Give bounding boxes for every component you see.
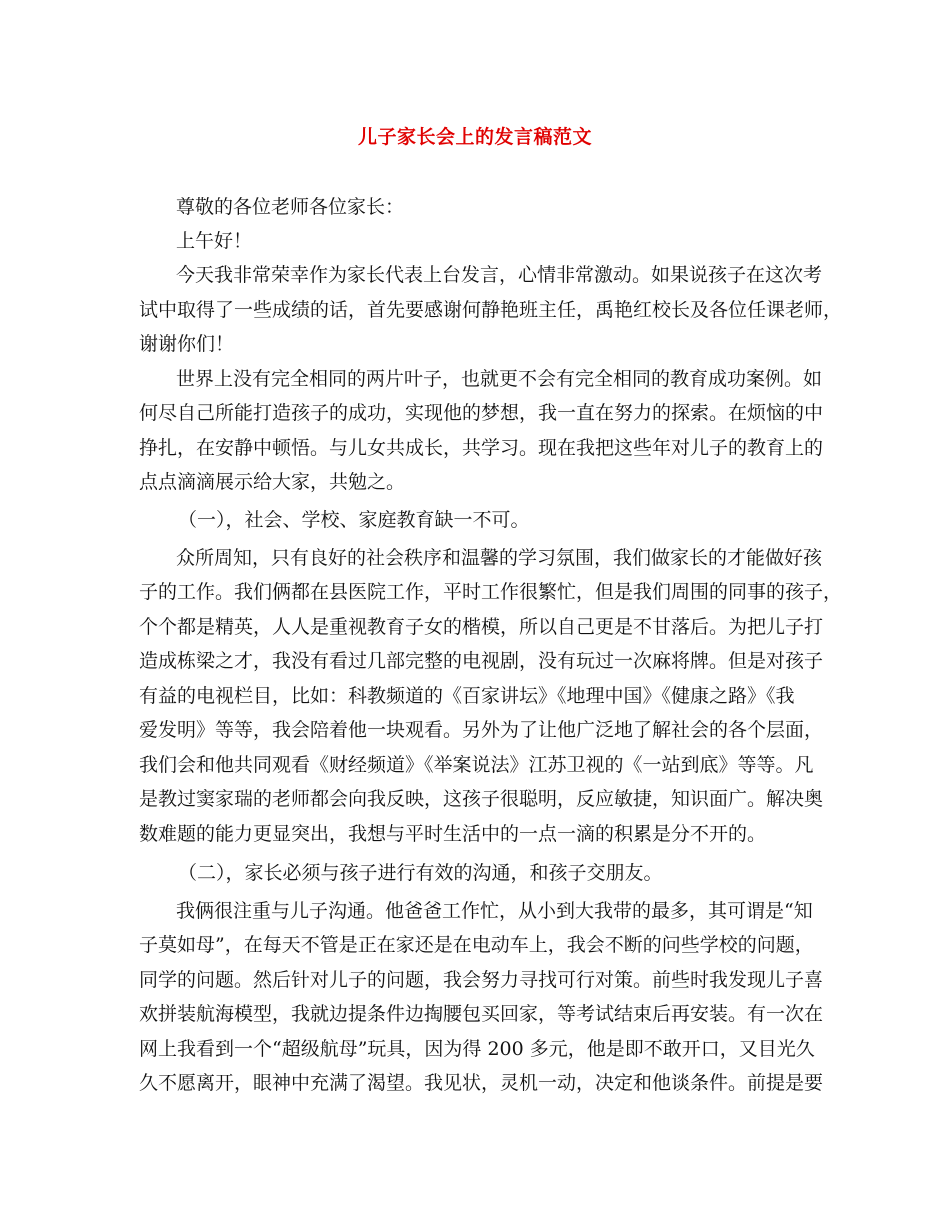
text-line: 网上我看到一个“超级航母”玩具，因为得 200 多元，他是即不敢开口，又目光久 — [139, 1038, 815, 1060]
text-line: 造成栋梁之才，我没有看过几部完整的电视剧，没有玩过一次麻将牌。但是对孩子 — [139, 650, 824, 672]
text-line: 子莫如母”，在每天不管是正在家还是在电动车上，我会不断的问些学校的问题， — [139, 934, 814, 956]
text-line: 数难题的能力更显突出，我想与平时生活中的一点一滴的积累是分不开的。 — [139, 823, 767, 845]
text-line: 是教过窦家瑞的老师都会向我反映，这孩子很聪明，反应敏捷，知识面广。解决奥 — [139, 788, 824, 810]
text-line: 爱发明》等等，我会陪着他一块观看。另外为了让他广泛地了解社会的各个层面， — [139, 719, 824, 741]
text-line: 上午好！ — [176, 230, 253, 252]
text-line: 谢谢你们！ — [139, 333, 235, 355]
document-title: 儿子家长会上的发言稿范文 — [357, 126, 592, 148]
text-line: 欢拼装航海模型，我就边提条件边掏腰包买回家，等考试结束后再安装。有一次在 — [139, 1003, 824, 1025]
text-line: 我们会和他共同观看《财经频道》《举案说法》江苏卫视的《一站到底》等等。凡 — [139, 754, 814, 776]
text-line: 个个都是精英，人人是重视教育子女的楷模，所以自己更是不甘落后。为把儿子打 — [139, 616, 824, 638]
text-line: 点点滴滴展示给大家，共勉之。 — [139, 471, 406, 493]
text-line: 何尽自己所能打造孩子的成功，实现他的梦想，我一直在努力的探索。在烦恼的中 — [139, 402, 824, 424]
text-line: 同学的问题。然后针对儿子的问题，我会努力寻找可行对策。前些时我发现儿子喜 — [139, 969, 824, 991]
text-line: 试中取得了一些成绩的话，首先要感谢何静艳班主任，禹艳红校长及各位任课老师， — [139, 299, 843, 321]
text-line: 我俩很注重与儿子沟通。他爸爸工作忙，从小到大我带的最多，其可谓是“知 — [176, 900, 813, 922]
text-line: 有益的电视栏目，比如：科教频道的《百家讲坛》《地理中国》《健康之路》《我 — [139, 685, 795, 707]
section-heading: （一），社会、学校、家庭教育缺一不可。 — [178, 509, 530, 531]
text-line: 挣扎，在安静中顿悟。与儿女共成长，共学习。现在我把这些年对儿子的教育上的 — [139, 437, 824, 459]
text-line: 子的工作。我们俩都在县医院工作，平时工作很繁忙，但是我们周围的同事的孩子， — [139, 581, 843, 603]
text-line: 众所周知，只有良好的社会秩序和温馨的学习氛围，我们做家长的才能做好孩 — [176, 547, 823, 569]
text-line: 今天我非常荣幸作为家长代表上台发言，心情非常激动。如果说孩子在这次考 — [176, 264, 823, 286]
text-line: 世界上没有完全相同的两片叶子，也就更不会有完全相同的教育成功案例。如 — [176, 368, 823, 390]
section-heading: （二），家长必须与孩子进行有效的沟通，和孩子交朋友。 — [178, 862, 663, 884]
text-line: 久不愿离开，眼神中充满了渴望。我见状，灵机一动，决定和他谈条件。前提是要 — [139, 1072, 824, 1094]
text-line: 尊敬的各位老师各位家长： — [176, 196, 405, 218]
